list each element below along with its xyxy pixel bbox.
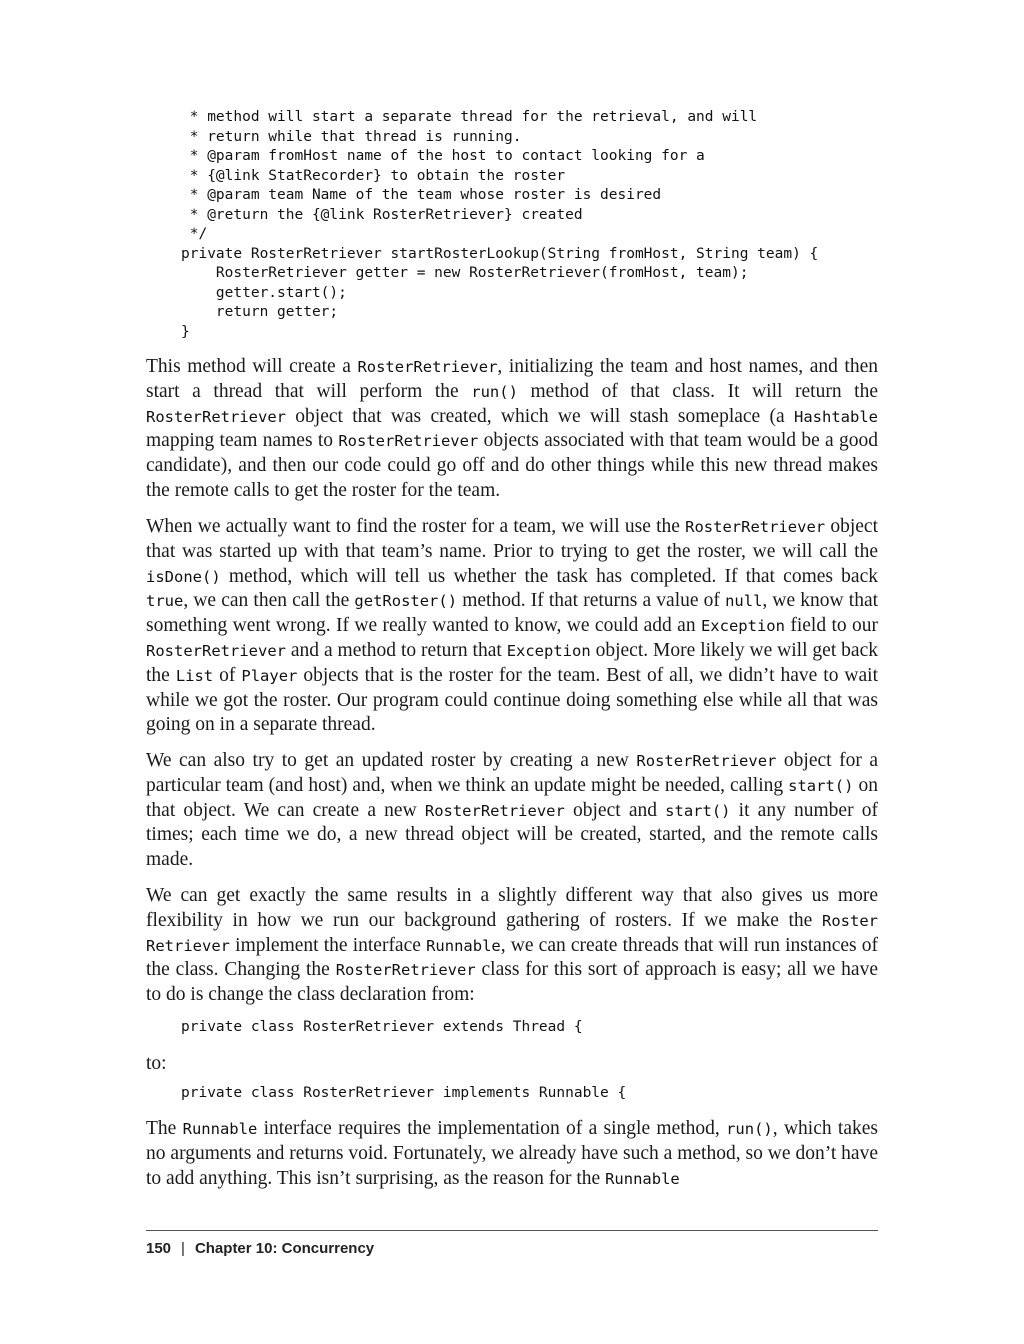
paragraph-find-roster: When we actually want to find the roster for a team, we will use the RosterRetriever object that was started up with that team’s name. Prior to trying to get the roster, we will call the isDone() method, which will tell us whether the task has completed. If that comes back true, we can then call the getRoster() method. If that returns a value of null, we know that something went wrong. If we really wanted to know, we could add an Exception field to our RosterRetriever and a method to return that Exception object. More likely we will get back the List of Player objects that is the roster for the team. Best of all, we didn’t have to wait while we got the roster. Our program could continue doing something else while all that was going on in a separate thread. (146, 516, 879, 736)
paragraph-roster-retriever-intro: This method will create a RosterRetriever, initializing the team and host names, and then start a thread that will perform the run() method of that class. It will return the RosterRetriever object that was created, which we will stash someplace (a Hashtable mapping team names to RosterRetriever objects associated with that team would be a good candidate), and then our code could go off and do other things while this new thread makes the remote calls to get the roster for the team. (146, 356, 878, 501)
code-class-extends-thread: private class RosterRetriever extends Thread { (181, 1019, 583, 1035)
page-number: 150 (146, 1240, 172, 1257)
footer-divider (146, 1230, 878, 1231)
page-footer (146, 1240, 374, 1257)
paragraph-runnable-approach: We can get exactly the same results in a slightly different way that also gives us more flexibility in how we run our background gathering of rosters. If we make the Roster Retriever implement the interface Runnable, we can create threads that will run instances of the class. Changing the RosterRetriever class for this sort of approach is easy; all we have to do is change the class declaration from: (146, 885, 878, 1006)
code-listing-start-roster-lookup: * method will start a separate thread for the retrieval, and will * return while that thread is running. * @param fromHost name of the host to contact looking for a * {@link StatRecorder} to obtain the roster * @param team Name of the team whose roster is desired * @return the {@link RosterRetriever} created */ private RosterRetriever startRosterLookup(String fromHost, String team) { RosterRetriever getter = new RosterRetriever(fromHost, team); getter.start(); return getter; } (181, 109, 819, 340)
to-label: to: (146, 1053, 167, 1074)
code-class-implements-runnable: private class RosterRetriever implements Runnable { (181, 1085, 627, 1101)
footer-separator: | (181, 1240, 185, 1257)
paragraph-runnable-interface: The Runnable interface requires the implementation of a single method, run(), which takes no arguments and returns void. Fortunately, we already have such a method, so we don’t have to add anything. This isn’t surprising, as the reason for the Runnable (146, 1118, 878, 1189)
chapter-title: Chapter 10: Concurrency (194, 1240, 375, 1257)
paragraph-updated-roster: We can also try to get an updated roster by creating a new RosterRetriever object for a particular team (and host) and, when we think an update might be needed, calling start() on that object. We can create a new RosterRetriever object and start() it any number of times; each time we do, a new thread object will be created, started, and the remote calls made. (146, 750, 878, 871)
